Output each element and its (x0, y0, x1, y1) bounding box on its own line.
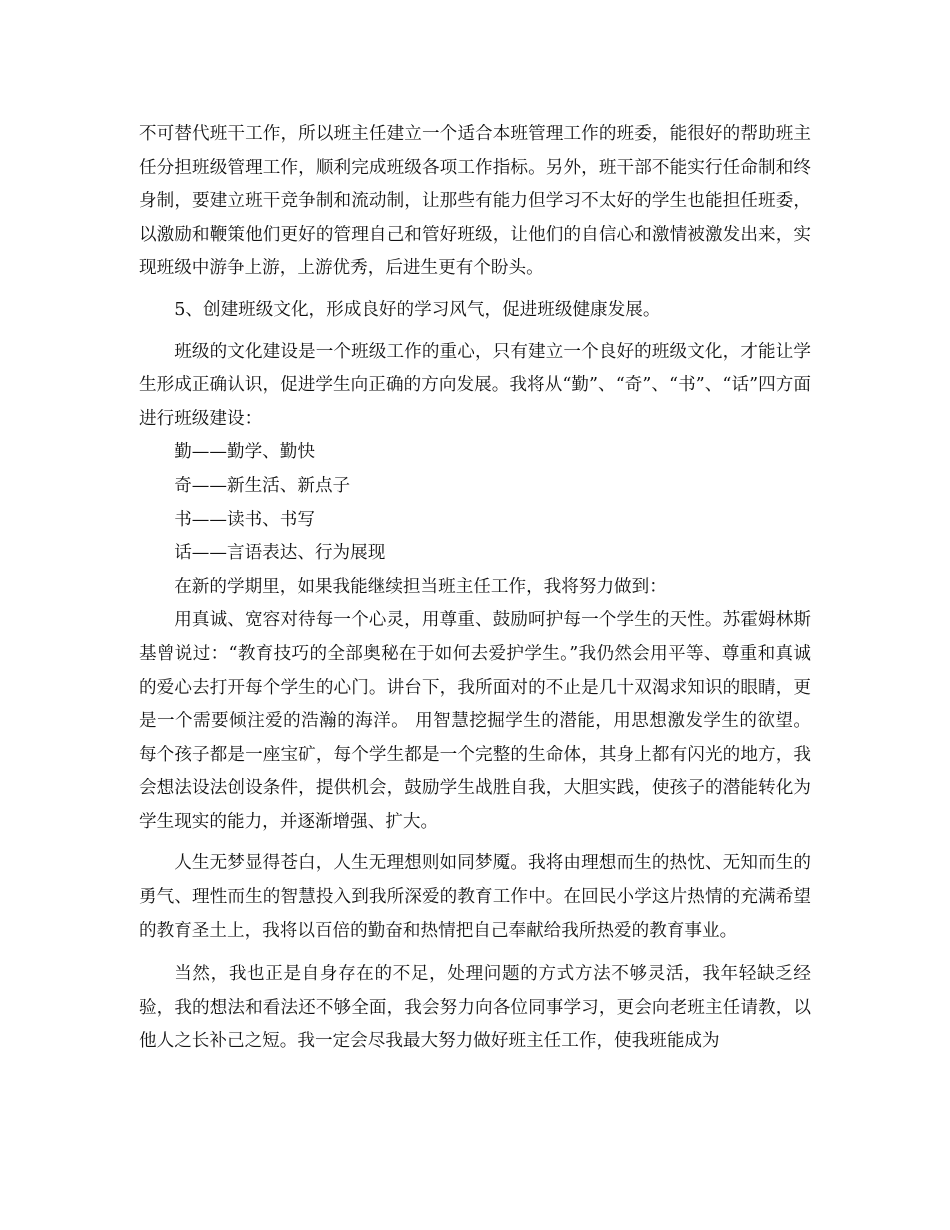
paragraph-class-committee: 不可替代班干工作，所以班主任建立一个适合本班管理工作的班委，能很好的帮助班主任分担班级管理工作，顺利完成班级各项工作指标。另外，班干部不能实行任命制和终身制，要建立班干竞争制和流动制，让那些有能力但学习不太好的学生也能担任班委，以激励和鞭策他们更好的管理自己和管好班级，让他们的自信心和激情被激发出来，实现班级中游争上游，上游优秀，后进生更有个盼头。 (139, 124, 811, 279)
paragraph-life-ideals: 人生无梦显得苍白，人生无理想则如同梦魇。我将由理想而生的热忱、无知而生的勇气、理性而生的智慧投入到我所深爱的教育工作中。在回民小学这片热情的充满希望的教育圣土上，我将以百倍的勤奋和热情把自己奉献给我所热爱的教育事业。 (139, 853, 811, 941)
document-page (139, 118, 811, 1059)
paragraph-sincerity-tolerance: 用真诚、宽容对待每一个心灵，用尊重、鼓励呵护每一个学生的天性。苏霍姆林斯基曾说过：“教育技巧的全部奥秘在于如何去爱护学生。”我仍然会用平等、尊重和真诚的爱心去打开每个学生的心门。讲台下，我所面对的不止是几十双渴求知识的眼睛，更是一个需要倾注爱的浩瀚的海洋。 用智慧挖掘学生的潜能，用思想激发学生的欲望。每个孩子都是一座宝矿，每个学生都是一个完整的生命体，其身上都有闪光的地方，我会想法设法创设条件，提供机会，鼓励学生战胜自我，大胆实践，使孩子的潜能转化为学生现实的能力，并逐渐增强、扩大。 (139, 610, 811, 832)
paragraph-new-semester: 在新的学期里，如果我能继续担当班主任工作，我将努力做到： (174, 576, 667, 597)
list-item-hua: 话——言语表达、行为展现 (174, 543, 386, 564)
paragraph-point-5-heading: 5、创建班级文化，形成良好的学习风气，促进班级健康发展。 (174, 299, 661, 320)
paragraph-class-culture: 班级的文化建设是一个班级工作的重心，只有建立一个良好的班级文化，才能让学生形成正确认识，促进学生向正确的方向发展。我将从“勤”、“奇”、“书”、“话”四方面进行班级建设： (139, 341, 811, 429)
list-item-qin: 勤——勤学、勤快 (174, 442, 315, 463)
list-item-qi: 奇——新生活、新点子 (174, 475, 351, 496)
list-item-shu: 书——读书、书写 (174, 509, 315, 530)
paragraph-shortcomings: 当然，我也正是自身存在的不足，处理问题的方式方法不够灵活，我年轻缺乏经验，我的想法和看法还不够全面，我会努力向各位同事学习，更会向老班主任请教，以他人之长补己之短。我一定会尽我最大努力做好班主任工作，使我班能成为 (139, 964, 811, 1052)
